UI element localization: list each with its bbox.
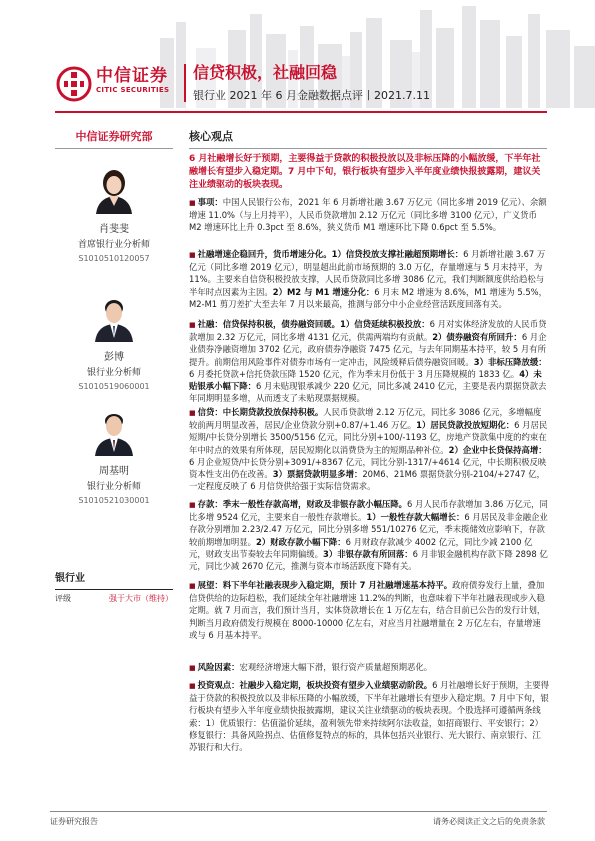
bullet-square-icon: ■ xyxy=(189,664,196,672)
para-lead: 2）债券融资有所回升： xyxy=(432,332,522,343)
para-lead: 4）未贴银承小幅下降： xyxy=(189,368,542,392)
report-subtitle: 银行业 2021 年 6 月金融数据点评丨2021.7.11 xyxy=(193,89,430,102)
analyst-name: 周基明 xyxy=(99,466,129,477)
core-view-heading: 核心观点 xyxy=(189,130,233,143)
bullet-square-icon: ■ xyxy=(189,321,196,329)
para-text: 6 月居民及非金融企业存款分别增加 2.23/2.47 万亿元，同比分别多增 551/10276 亿元，季末揽储效应影响下，存款较前期增加明显。 xyxy=(189,512,548,547)
report-header xyxy=(0,0,595,108)
paragraph-loans xyxy=(189,406,549,492)
bullet-square-icon: ■ xyxy=(189,409,196,417)
para-text: 6 月未贴现银承减少 220 亿元，同比多减 2410 亿元，主要是表内票据贷款去年同期明显多增，从而透支了未贴现票据规模。 xyxy=(189,381,547,404)
brand-name-en: CITIC SECURITIES xyxy=(96,86,170,94)
header-divider xyxy=(184,64,186,102)
core-summary: 6 月社融增长好于预期，主要得益于贷款的积极投放以及非标压降的小幅放缓，下半年社融增长有望步入稳定期。7 月中下旬，银行板块有望步入半年度业绩快报披露期，建议关注业绩驱动的板块表现。 xyxy=(189,154,541,190)
header-rule xyxy=(55,111,547,113)
para-text: 政府债券发行上量，叠加信贷供给的边际趋松，我们延续全年社融增速 11.2%的判断，也意味着下半年社融表现或步入稳定期。就 7 月而言，我们预计当月，实体贷款增长在 1 万亿左右，结合目前已公告的发行计划，判断当月政府债发行规模在 8000-10000 亿左右，对应当月社融增量在 2 万亿左右，存量增速或与 6 月基本持平。 xyxy=(189,580,546,640)
para-lead: 展望：料下半年社融表现步入稳定期，预计 7 月社融增速基本持平。 xyxy=(197,580,453,590)
para-text: 6 月企业债券净融资增加 3702 亿元，政府债券净融资 7475 亿元，与去年同期基本持平，较 5 月有所提升。前期信用风险事件对债券市场有一定冲击，风险缓释后债券融资回暖。 xyxy=(189,332,547,367)
para-lead: 3）票据贷款明显多增： xyxy=(272,469,363,480)
para-text: 6 月社融增长好于预期，主要得益于贷款的积极投放以及非标压降的小幅放缓，下半年社融增长有望步入稳定期。7 月中下旬，银行板块有望步入半年度业绩快报披露期，建议关注业绩驱动的板块表现。个股选择可遵循两条线索：1）优质银行：估值溢价延续，盈利领先带来持续阿尔法收益，如招商银行、平安银行；2）修复银行：具备风险拐点、估值修复特点的标的，具体包括兴业银行、光大银行、南京银行、江苏银行和大行。 xyxy=(189,680,549,753)
analyst-role: 首席银行业分析师 xyxy=(77,240,150,250)
rating-row xyxy=(55,593,173,604)
paragraph-outlook xyxy=(189,579,549,641)
research-dept-heading: 中信证券研究部 xyxy=(75,130,153,143)
analyst-license-id: S1010519060001 xyxy=(78,382,150,391)
analyst-photo-avatar xyxy=(92,166,136,214)
para-lead: 2）企业中长贷保持高增： xyxy=(448,444,547,455)
analyst-card xyxy=(55,294,173,392)
para-text: 20M6、21M6 票据贷款分别-2104/+2747 亿，一定程度反映了 6 月信贷供给强于实际信贷需求。 xyxy=(189,469,545,492)
para-lead: 2）M2 与 M1 增速分化： xyxy=(272,286,375,297)
analyst-license-id: S1010510120057 xyxy=(78,254,150,263)
para-lead: 社融：信贷保持积极，债券融资回暖。1）信贷延续积极投放： xyxy=(197,319,430,329)
brand-name-cn: 中信证券 xyxy=(96,66,168,86)
para-text: 人民币贷款增 2.12 万亿元，同比多 3086 亿元，多增幅度较前两月明显改善，居民/企业贷款分别+0.87/+1.46 万亿。 xyxy=(189,407,542,431)
para-text: 6 月财政存款减少 4002 亿元，同比少减 2100 亿元，财政支出节奏较去年同期偏缓。 xyxy=(189,536,533,559)
footer-report-type: 证券研究报告 xyxy=(50,817,98,826)
paragraph-risks xyxy=(189,661,549,674)
industry-rating xyxy=(55,572,173,604)
para-text: 中国人民银行公布，2021 年 6 月新增社融 3.67 万亿元（同比多增 2019 亿元）、余额增速 11.0%（与上月持平），人民币贷款增加 2.12 万亿元（同比多增 3100 亿元），广义货币 M2 增速环比上升 0.3pct 至 8.6%，狭义货币 M1 增速环比下降 0.6pct 至 5.5%。 xyxy=(189,197,547,233)
paragraph-deposits xyxy=(189,498,549,572)
analyst-name: 肖斐斐 xyxy=(99,224,129,235)
rating-rule xyxy=(55,589,173,590)
paragraph-financing-detail xyxy=(189,318,549,404)
para-lead: 3）非银存款有所回落： xyxy=(323,548,413,559)
citic-logo-icon xyxy=(56,66,92,102)
para-lead: 3）非标压降放缓： xyxy=(473,356,547,367)
analyst-photo-avatar xyxy=(92,294,136,342)
para-lead: 信贷：中长期贷款投放保持积极。 xyxy=(197,407,324,417)
paragraph-event xyxy=(189,196,549,234)
para-lead: 社融增速企稳回升，货币增速分化。1）信贷投放支撑社融超预期增长： xyxy=(197,249,464,259)
para-text: 6 月新增社融 3.67 万亿元（同比多增 2019 亿元），明显超出此前市场预期的 3.0 万亿，存量增速与 5 月末持平，为 11%。主要来自信贷积极投放支撑，人民币贷款同比多增 3086 亿元，我们判断额度供给趋松与半年时点因素为主因。 xyxy=(189,249,546,297)
para-text: 6 月对实体经济发放的人民币贷款增加 2.32 万亿元，同比多增 4131 亿元，供需两端均有贡献。 xyxy=(189,319,547,343)
paragraph-social-financing xyxy=(189,248,549,310)
core-rule xyxy=(189,148,547,149)
bullet-square-icon: ■ xyxy=(189,582,196,590)
bullet-square-icon: ■ xyxy=(189,199,196,207)
para-lead: 1）居民贷款投放短期化： xyxy=(416,420,515,431)
rating-label: 评级 xyxy=(55,594,71,603)
analyst-role: 银行业分析师 xyxy=(86,482,141,492)
analyst-card xyxy=(55,408,173,506)
analyst-name: 彭博 xyxy=(104,352,124,363)
para-lead: 风险因素： xyxy=(197,662,240,672)
para-lead: 存款：季末一般性存款高增，财政及非银存款小幅压降。 xyxy=(197,499,407,509)
para-text: 6 月非银金融机构存款下降 2898 亿元，同比少减 2670 亿元，推测与资本市场活跃度下降有关。 xyxy=(189,548,548,572)
paragraph-investment-view xyxy=(189,679,549,753)
para-text: 6 月末 M2 增速为 8.6%，M1 增速为 5.5%，M2-M1 剪刀差扩大至去年 7 月以来最高，推测与部分中小企业经营活跃度回落有关。 xyxy=(189,286,547,309)
rating-value: 强于大市（维持） xyxy=(109,594,173,603)
analyst-photo-avatar xyxy=(92,408,136,456)
analyst-card xyxy=(55,166,173,264)
para-text: 6 月居民短期/中长贷分别增长 3500/5156 亿元，同比分别+100/-1193 亿，房地产贷款集中度的约束在年中时点的效果有所体现，居民短期化以消费贷为主的短期品种补位。 xyxy=(189,420,548,455)
analyst-license-id: S1010521030001 xyxy=(78,496,150,505)
bullet-square-icon: ■ xyxy=(189,501,196,509)
footer-disclaimer: 请务必阅读正文之后的免责条款 xyxy=(433,817,545,826)
para-text: 6 月人民币存款增加 3.86 万亿元，同比多增 9524 亿元，主要来自一般性存款增长。 xyxy=(189,499,548,523)
bullet-square-icon: ■ xyxy=(189,682,196,690)
report-title: 信贷积极，社融回稳 xyxy=(193,63,338,82)
brand-logotype xyxy=(96,66,169,95)
para-text: 宏观经济增速大幅下滑，银行资产质量超预期恶化。 xyxy=(239,662,433,672)
footer-rule xyxy=(50,811,547,812)
bullet-square-icon: ■ xyxy=(189,251,196,259)
para-lead: 2）财政存款小幅下降： xyxy=(256,536,346,547)
para-lead: 投资观点：社融步入稳定期，板块投资有望步入业绩驱动阶段。 xyxy=(197,680,433,690)
para-lead: 事项： xyxy=(197,197,223,207)
para-text: 6 月委托贷款+信托贷款压降 1520 亿元，作为季末月份低于 3 月压降规模的 1833 亿。 xyxy=(189,368,520,379)
sidebar-rule xyxy=(55,148,173,149)
rating-industry: 银行业 xyxy=(55,573,85,584)
para-lead: 1）一般性存款大幅增长： xyxy=(366,512,465,523)
analyst-role: 银行业分析师 xyxy=(86,368,141,378)
para-text: 6 月企业短贷/中长贷分别+3091/+8367 亿元，同比分别-1317/+4614 亿元，中长期积极反映资本性支出仍在改善。 xyxy=(189,456,547,480)
